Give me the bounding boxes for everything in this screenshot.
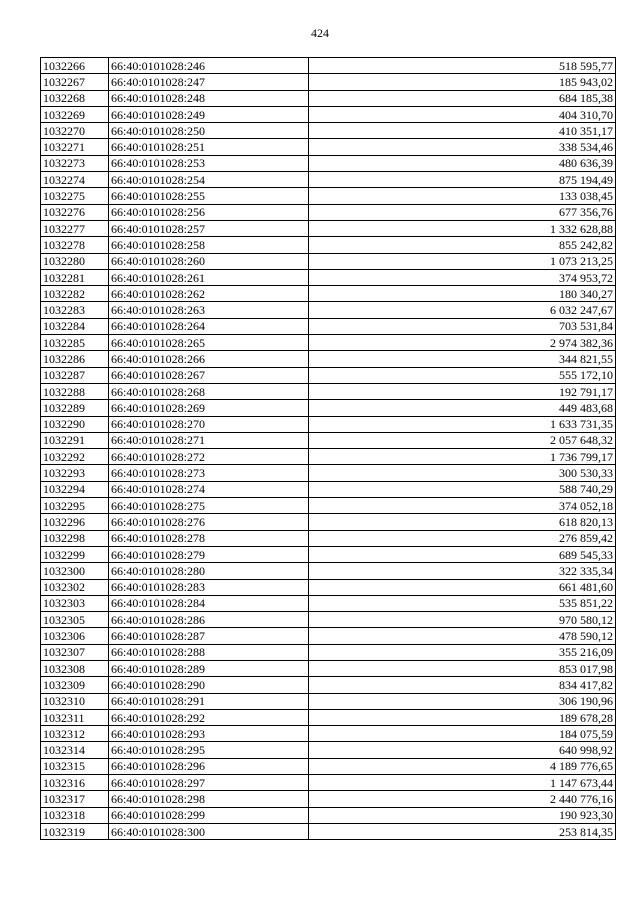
record-number-cell: 1032267 [41,74,109,90]
cadastral-number-cell: 66:40:0101028:262 [109,286,309,302]
record-number-cell: 1032287 [41,367,109,383]
cadastral-value-cell: 276 859,42 [309,530,616,546]
cadastral-number-cell: 66:40:0101028:287 [109,628,309,644]
record-number-cell: 1032275 [41,188,109,204]
cadastral-value-cell: 133 038,45 [309,188,616,204]
record-number-cell: 1032289 [41,400,109,416]
table-row [41,726,616,742]
record-number-cell: 1032294 [41,481,109,497]
cadastral-value-cell: 970 580,12 [309,612,616,628]
table-row [41,237,616,253]
table-row [41,269,616,285]
table-row [41,383,616,399]
cadastral-number-cell: 66:40:0101028:283 [109,579,309,595]
table-row [41,693,616,709]
record-number-cell: 1032290 [41,416,109,432]
cadastral-value-cell: 344 821,55 [309,351,616,367]
table-row [41,742,616,758]
record-number-cell: 1032295 [41,498,109,514]
cadastral-value-cell: 355 216,09 [309,644,616,660]
cadastral-value-cell: 190 923,30 [309,807,616,823]
cadastral-number-cell: 66:40:0101028:284 [109,595,309,611]
record-number-cell: 1032319 [41,823,109,839]
record-number-cell: 1032308 [41,660,109,676]
table-row [41,335,616,351]
cadastral-value-cell: 6 032 247,67 [309,302,616,318]
cadastral-number-cell: 66:40:0101028:257 [109,220,309,236]
page-number: 424 [311,26,329,40]
record-number-cell: 1032312 [41,726,109,742]
cadastral-number-cell: 66:40:0101028:249 [109,106,309,122]
cadastral-value-cell: 1 332 628,88 [309,220,616,236]
record-number-cell: 1032307 [41,644,109,660]
record-number-cell: 1032276 [41,204,109,220]
record-number-cell: 1032314 [41,742,109,758]
record-number-cell: 1032266 [41,58,109,74]
cadastral-value-cell: 853 017,98 [309,660,616,676]
record-number-cell: 1032293 [41,465,109,481]
cadastral-value-cell: 689 545,33 [309,546,616,562]
record-number-cell: 1032298 [41,530,109,546]
cadastral-value-cell: 2 440 776,16 [309,791,616,807]
table-row [41,628,616,644]
cadastral-value-table [40,57,616,840]
cadastral-value-cell: 192 791,17 [309,383,616,399]
cadastral-value-cell: 410 351,17 [309,123,616,139]
cadastral-number-cell: 66:40:0101028:263 [109,302,309,318]
cadastral-value-cell: 184 075,59 [309,726,616,742]
cadastral-number-cell: 66:40:0101028:264 [109,318,309,334]
record-number-cell: 1032280 [41,253,109,269]
cadastral-number-cell: 66:40:0101028:280 [109,563,309,579]
record-number-cell: 1032317 [41,791,109,807]
cadastral-value-cell: 834 417,82 [309,677,616,693]
record-number-cell: 1032285 [41,335,109,351]
record-number-cell: 1032310 [41,693,109,709]
record-number-cell: 1032277 [41,220,109,236]
record-number-cell: 1032302 [41,579,109,595]
table-row [41,139,616,155]
cadastral-number-cell: 66:40:0101028:255 [109,188,309,204]
cadastral-number-cell: 66:40:0101028:275 [109,498,309,514]
cadastral-number-cell: 66:40:0101028:265 [109,335,309,351]
cadastral-number-cell: 66:40:0101028:260 [109,253,309,269]
cadastral-value-cell: 703 531,84 [309,318,616,334]
cadastral-value-cell: 1 073 213,25 [309,253,616,269]
record-number-cell: 1032291 [41,432,109,448]
cadastral-value-cell: 322 335,34 [309,563,616,579]
cadastral-value-cell: 338 534,46 [309,139,616,155]
cadastral-number-cell: 66:40:0101028:279 [109,546,309,562]
record-number-cell: 1032311 [41,709,109,725]
cadastral-number-cell: 66:40:0101028:274 [109,481,309,497]
cadastral-number-cell: 66:40:0101028:290 [109,677,309,693]
record-number-cell: 1032306 [41,628,109,644]
cadastral-value-cell: 588 740,29 [309,481,616,497]
cadastral-value-cell: 555 172,10 [309,367,616,383]
cadastral-number-cell: 66:40:0101028:246 [109,58,309,74]
record-number-cell: 1032273 [41,155,109,171]
record-number-cell: 1032284 [41,318,109,334]
table-row [41,204,616,220]
cadastral-number-cell: 66:40:0101028:300 [109,823,309,839]
cadastral-number-cell: 66:40:0101028:248 [109,90,309,106]
cadastral-number-cell: 66:40:0101028:293 [109,726,309,742]
cadastral-value-cell: 661 481,60 [309,579,616,595]
record-number-cell: 1032318 [41,807,109,823]
cadastral-number-cell: 66:40:0101028:286 [109,612,309,628]
table-row [41,155,616,171]
cadastral-number-cell: 66:40:0101028:267 [109,367,309,383]
record-number-cell: 1032315 [41,758,109,774]
cadastral-number-cell: 66:40:0101028:297 [109,775,309,791]
table-row [41,546,616,562]
cadastral-number-cell: 66:40:0101028:295 [109,742,309,758]
cadastral-number-cell: 66:40:0101028:251 [109,139,309,155]
cadastral-number-cell: 66:40:0101028:289 [109,660,309,676]
record-number-cell: 1032286 [41,351,109,367]
table-row [41,432,616,448]
cadastral-value-cell: 374 052,18 [309,498,616,514]
table-row [41,709,616,725]
cadastral-number-cell: 66:40:0101028:278 [109,530,309,546]
table-row [41,791,616,807]
cadastral-number-cell: 66:40:0101028:272 [109,449,309,465]
cadastral-value-cell: 677 356,76 [309,204,616,220]
record-number-cell: 1032274 [41,172,109,188]
cadastral-number-cell: 66:40:0101028:291 [109,693,309,709]
table-row [41,644,616,660]
cadastral-value-cell: 1 633 731,35 [309,416,616,432]
table-row [41,220,616,236]
table-row [41,449,616,465]
cadastral-value-cell: 189 678,28 [309,709,616,725]
cadastral-value-cell: 1 736 799,17 [309,449,616,465]
record-number-cell: 1032303 [41,595,109,611]
cadastral-value-cell: 855 242,82 [309,237,616,253]
table-row [41,677,616,693]
table-row [41,172,616,188]
cadastral-number-cell: 66:40:0101028:296 [109,758,309,774]
cadastral-number-cell: 66:40:0101028:266 [109,351,309,367]
table-row [41,595,616,611]
record-number-cell: 1032281 [41,269,109,285]
table-row [41,579,616,595]
cadastral-number-cell: 66:40:0101028:256 [109,204,309,220]
cadastral-value-cell: 640 998,92 [309,742,616,758]
record-number-cell: 1032271 [41,139,109,155]
cadastral-value-cell: 253 814,35 [309,823,616,839]
record-number-cell: 1032300 [41,563,109,579]
cadastral-number-cell: 66:40:0101028:269 [109,400,309,416]
cadastral-number-cell: 66:40:0101028:292 [109,709,309,725]
table-row [41,807,616,823]
record-number-cell: 1032316 [41,775,109,791]
cadastral-value-cell: 300 530,33 [309,465,616,481]
cadastral-number-cell: 66:40:0101028:276 [109,514,309,530]
table-row [41,465,616,481]
table-row [41,188,616,204]
cadastral-value-cell: 684 185,38 [309,90,616,106]
cadastral-number-cell: 66:40:0101028:270 [109,416,309,432]
cadastral-value-cell: 306 190,96 [309,693,616,709]
cadastral-value-cell: 4 189 776,65 [309,758,616,774]
cadastral-value-cell: 2 057 648,32 [309,432,616,448]
table-row [41,823,616,839]
table-row [41,481,616,497]
record-number-cell: 1032283 [41,302,109,318]
record-number-cell: 1032278 [41,237,109,253]
record-number-cell: 1032299 [41,546,109,562]
table-row [41,660,616,676]
table-row [41,400,616,416]
record-number-cell: 1032305 [41,612,109,628]
record-number-cell: 1032309 [41,677,109,693]
cadastral-value-cell: 535 851,22 [309,595,616,611]
record-number-cell: 1032288 [41,383,109,399]
record-number-cell: 1032268 [41,90,109,106]
cadastral-number-cell: 66:40:0101028:253 [109,155,309,171]
cadastral-number-cell: 66:40:0101028:261 [109,269,309,285]
cadastral-number-cell: 66:40:0101028:247 [109,74,309,90]
cadastral-number-cell: 66:40:0101028:298 [109,791,309,807]
cadastral-value-cell: 875 194,49 [309,172,616,188]
cadastral-value-cell: 180 340,27 [309,286,616,302]
table-row [41,106,616,122]
table-row [41,90,616,106]
table-row [41,530,616,546]
table-row [41,58,616,74]
cadastral-value-cell: 2 974 382,36 [309,335,616,351]
cadastral-number-cell: 66:40:0101028:254 [109,172,309,188]
cadastral-value-cell: 480 636,39 [309,155,616,171]
table-row [41,302,616,318]
cadastral-value-cell: 618 820,13 [309,514,616,530]
cadastral-value-cell: 518 595,77 [309,58,616,74]
table-row [41,775,616,791]
table-row [41,498,616,514]
cadastral-value-cell: 1 147 673,44 [309,775,616,791]
cadastral-number-cell: 66:40:0101028:273 [109,465,309,481]
cadastral-number-cell: 66:40:0101028:258 [109,237,309,253]
table-row [41,612,616,628]
record-number-cell: 1032270 [41,123,109,139]
table-row [41,286,616,302]
cadastral-value-cell: 404 310,70 [309,106,616,122]
table-row [41,74,616,90]
record-number-cell: 1032296 [41,514,109,530]
cadastral-value-cell: 449 483,68 [309,400,616,416]
cadastral-number-cell: 66:40:0101028:299 [109,807,309,823]
cadastral-value-cell: 374 953,72 [309,269,616,285]
table-row [41,416,616,432]
table-body [41,58,616,840]
cadastral-number-cell: 66:40:0101028:288 [109,644,309,660]
table-row [41,514,616,530]
table-row [41,318,616,334]
cadastral-number-cell: 66:40:0101028:268 [109,383,309,399]
record-number-cell: 1032282 [41,286,109,302]
table-row [41,253,616,269]
cadastral-number-cell: 66:40:0101028:271 [109,432,309,448]
table-row [41,367,616,383]
table-row [41,351,616,367]
cadastral-number-cell: 66:40:0101028:250 [109,123,309,139]
table-row [41,758,616,774]
table-row [41,123,616,139]
record-number-cell: 1032269 [41,106,109,122]
cadastral-value-cell: 185 943,02 [309,74,616,90]
record-number-cell: 1032292 [41,449,109,465]
cadastral-value-cell: 478 590,12 [309,628,616,644]
table-row [41,563,616,579]
